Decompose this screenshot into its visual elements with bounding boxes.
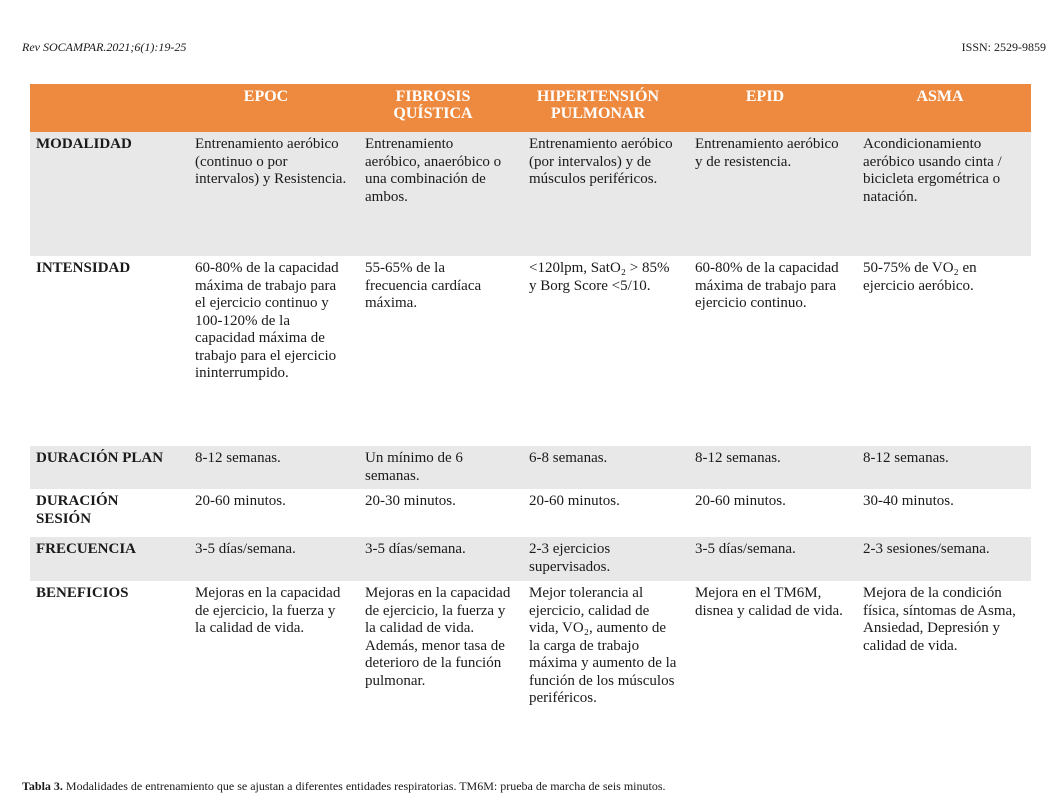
caption-label: Tabla 3. xyxy=(22,779,63,793)
table-cell: Entrenamiento aeróbico (continuo o por intervalos) y Resistencia. xyxy=(195,136,347,187)
table-cell: 3-5 días/semana. xyxy=(195,541,296,557)
row-header: MODALIDAD xyxy=(36,136,132,152)
table-row-duracion-plan xyxy=(30,446,1031,489)
table-cell: 8-12 semanas. xyxy=(195,450,281,466)
column-header-fibrosis-quistica: FIBROSIS QUÍSTICA xyxy=(393,88,473,122)
table-header-row xyxy=(30,84,1031,132)
table-cell: Entrenamiento aeróbico y de resistencia. xyxy=(695,136,839,170)
column-header-epoc: EPOC xyxy=(243,88,289,105)
header-corner xyxy=(30,84,181,132)
column-header-epid: EPID xyxy=(745,88,785,105)
table-cell: 6-8 semanas. xyxy=(529,450,608,466)
table-row-modalidad xyxy=(30,132,1031,256)
table-cell: Mejoras en la capacidad de ejercicio, la fuerza y la calidad de vida. Además, menor tasa de deterioro de la función pulmonar. xyxy=(365,585,511,689)
column-header-asma: ASMA xyxy=(916,88,964,105)
table-cell: Mejora en el TM6M, disnea y calidad de vida. xyxy=(695,585,843,619)
issn-header: ISSN: 2529-9859 xyxy=(961,40,1046,54)
table-cell: 55-65% de la frecuencia cardíaca máxima. xyxy=(365,260,482,311)
table-cell: 20-60 minutos. xyxy=(529,493,620,509)
table-cell: 60-80% de la capacidad máxima de trabajo para ejercicio continuo. xyxy=(695,260,839,311)
row-header: FRECUENCIA xyxy=(36,541,137,557)
table-cell: Acondicionamiento aeróbico usando cinta / bicicleta ergométrica o natación. xyxy=(863,136,1002,205)
table-cell: 8-12 semanas. xyxy=(695,450,781,466)
table-cell: 60-80% de la capacidad máxima de trabajo para el ejercicio continuo y 100-120% de la capacidad máxima de trabajo para el ejercicio ininterrumpido. xyxy=(195,260,339,381)
table-cell: Entrenamiento aeróbico, anaeróbico o una combinación de ambos. xyxy=(365,136,502,205)
table-row-beneficios xyxy=(30,581,1031,733)
row-header: BENEFICIOS xyxy=(36,585,129,601)
table-cell: Un mínimo de 6 semanas. xyxy=(365,450,463,484)
table-caption xyxy=(22,779,1042,794)
column-header-hipertension-pulmonar: HIPERTENSIÓN PULMONAR xyxy=(536,88,660,122)
row-header: DURACIÓN SESIÓN xyxy=(36,493,119,527)
caption-text: Modalidades de entrenamiento que se ajustan a diferentes entidades respiratorias. TM6M: prueba de marcha de seis minutos. xyxy=(62,779,666,793)
table-cell: Mejor tolerancia al ejercicio, calidad de vida, VO₂, aumento de la carga de trabajo máxima y aumento de la función de los músculos periféricos. xyxy=(529,585,677,706)
table-cell: 2-3 sesiones/semana. xyxy=(863,541,990,557)
row-header: DURACIÓN PLAN xyxy=(36,450,164,466)
row-header: INTENSIDAD xyxy=(36,260,131,276)
journal-header: Rev SOCAMPAR.2021;6(1):19-25 xyxy=(22,40,187,54)
table-cell: 20-60 minutos. xyxy=(195,493,286,509)
table-cell: 20-60 minutos. xyxy=(695,493,786,509)
table-cell: 3-5 días/semana. xyxy=(695,541,796,557)
table-cell: <120lpm, SatO₂ > 85% y Borg Score <5/10. xyxy=(529,260,670,294)
table-row-frecuencia xyxy=(30,537,1031,581)
table-cell: 50-75% de VO₂ en ejercicio aeróbico. xyxy=(863,260,977,294)
table-cell: 30-40 minutos. xyxy=(863,493,954,509)
table-cell: 20-30 minutos. xyxy=(365,493,456,509)
table-cell: Entrenamiento aeróbico (por intervalos) y de músculos periféricos. xyxy=(529,136,673,187)
table-cell: 8-12 semanas. xyxy=(863,450,949,466)
table-cell: Mejoras en la capacidad de ejercicio, la fuerza y la calidad de vida. xyxy=(195,585,341,636)
table-cell: Mejora de la condición física, síntomas de Asma, Ansiedad, Depresión y calidad de vida. xyxy=(863,585,1016,654)
table-row-intensidad xyxy=(30,256,1031,446)
table-cell: 2-3 ejercicios supervisados. xyxy=(529,541,611,575)
exercise-modalities-table xyxy=(30,84,1031,733)
table-row-duracion-sesion xyxy=(30,489,1031,537)
table-cell: 3-5 días/semana. xyxy=(365,541,466,557)
